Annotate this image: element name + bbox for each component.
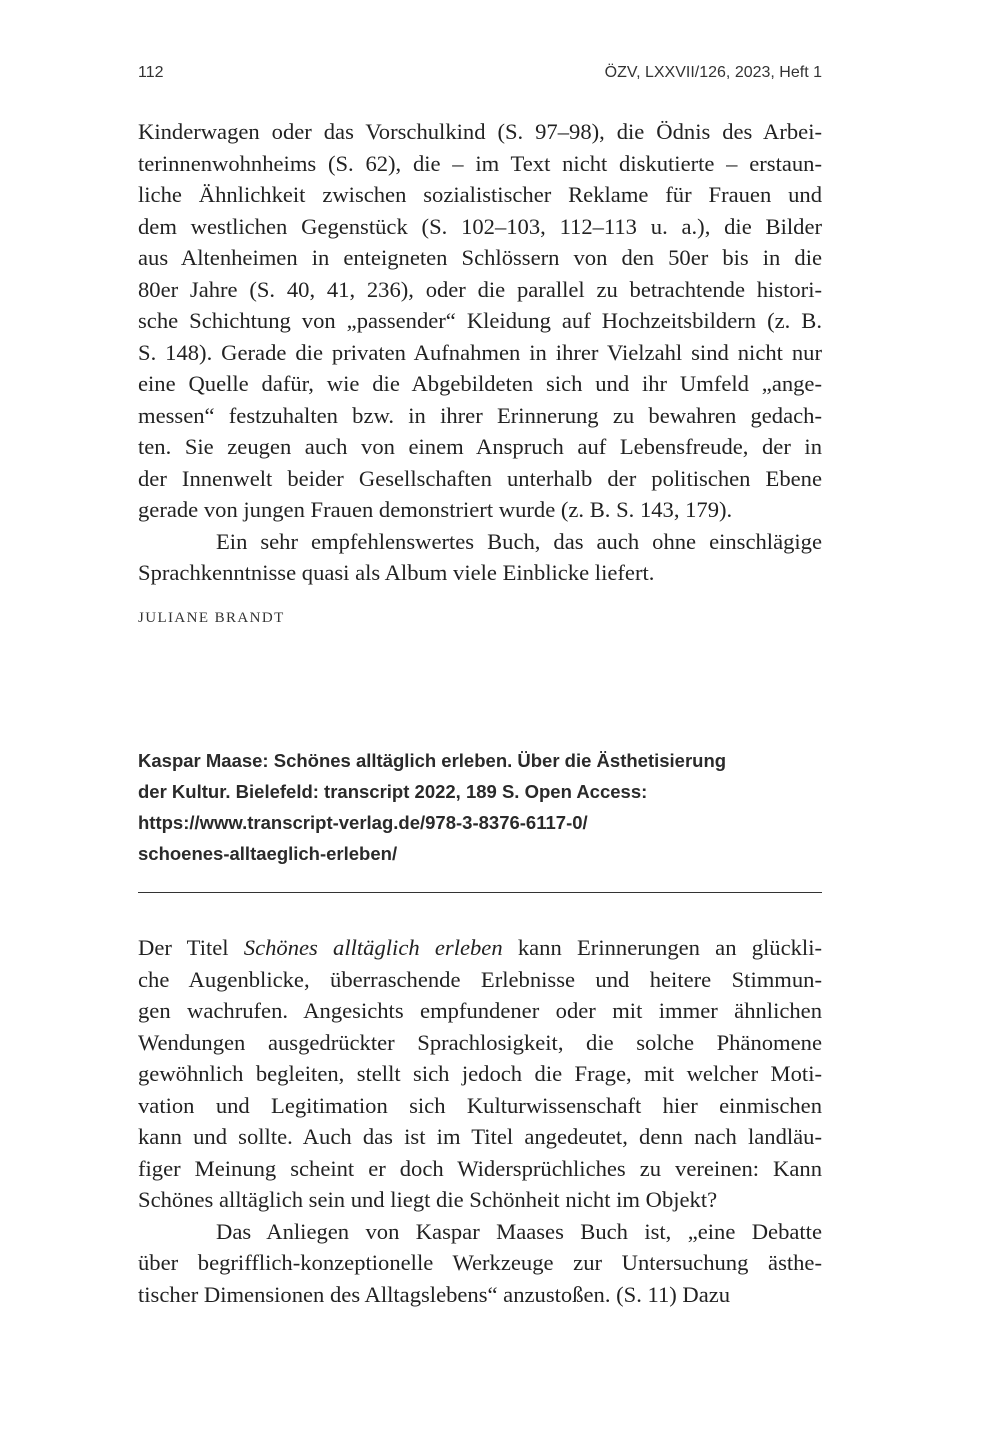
reviewer-signature: JULIANE BRANDT [138,610,285,626]
text-line: liche Ähnlichkeit zwischen sozialistischer Reklame für Frauen und [138,182,822,207]
text-line: messen“ festzuhalten bzw. in ihrer Erinnerung zu bewahren gedach- [138,402,822,428]
text-line: Sprachkenntnisse quasi als Album viele Einblicke liefert. [138,560,655,585]
text-line: über begrifflich-konzeptionelle Werkzeuge zur Untersuchung ästhe- [138,1250,822,1275]
book-title-italic: Schönes alltäglich erleben [243,935,503,960]
text-line: figer Meinung scheint er doch Widersprüchliches zu vereinen: Kann [138,1155,822,1181]
heading-line: https://www.transcript-verlag.de/978-3-8376-6117-0/ [138,812,588,833]
text-line: S. 148). Gerade die privaten Aufnahmen in ihrer Vielzahl sind nicht nur [138,339,822,365]
text-line: sche Schichtung von „passender“ Kleidung auf Hochzeitsbildern (z. B. [138,308,822,333]
text-line: tischer Dimensionen des Alltagslebens“ anzustoßen. (S. 11) Dazu [138,1281,731,1307]
text-line: Schönes alltäglich sein und liegt die Schönheit nicht im Objekt? [138,1187,718,1212]
review-text-2 [138,932,822,1310]
review-text-1 [138,116,822,589]
text-line: gewöhnlich begleiten, stellt sich jedoch die Frage, mit welcher Moti- [138,1061,822,1086]
text-line: ten. Sie zeugen auch von einem Anspruch auf Lebensfreude, der in [138,434,822,459]
text-line: eine Quelle dafür, wie die Abgebildeten sich und ihr Umfeld „ange- [138,371,822,396]
heading-line: schoenes-alltaeglich-erleben/ [138,843,398,864]
text-line: gen wachrufen. Angesichts empfundener oder mit immer ähnlichen [138,998,822,1023]
text-line: Das Anliegen von Kaspar Maases Buch ist, „eine Debatte [216,1218,822,1244]
text-line: che Augenblicke, überraschende Erlebnisse und heitere Stimmun- [138,966,822,992]
text-line: dem westlichen Gegenstück (S. 102–103, 112–113 u. a.), die Bilder [138,213,822,239]
text-line: der Innenwelt beider Gesellschaften unterhalb der politischen Ebene [138,465,822,491]
text-line: terinnenwohnheims (S. 62), die – im Text nicht diskutierte – erstaun- [138,150,822,176]
review-heading [138,745,822,869]
text-line: vation und Legitimation sich Kulturwissenschaft hier einmischen [138,1092,822,1118]
text-line: kann und sollte. Auch das ist im Titel angedeutet, denn nach landläu- [138,1124,822,1149]
divider [138,892,822,893]
text-line: Kinderwagen oder das Vorschulkind (S. 97–98), die Ödnis des Arbei- [138,119,822,144]
text-span: Der Titel [138,935,244,960]
text-span: kann Erinnerungen an glückli- [502,935,823,960]
text-line: Ein sehr empfehlenswertes Buch, das auch ohne einschlägige [216,528,822,554]
text-line: Wendungen ausgedrückter Sprachlosigkeit, die solche Phänomene [138,1029,822,1055]
text-line: gerade von jungen Frauen demonstriert wurde (z. B. S. 143, 179). [138,497,733,522]
running-header: ÖZV, LXXVII/126, 2023, Heft 1 [604,64,822,81]
page-number: 112 [138,64,164,81]
heading-line: der Kultur. Bielefeld: transcript 2022, 189 S. Open Access: [138,781,648,802]
text-line [138,932,822,964]
heading-line: Kaspar Maase: Schönes alltäglich erleben. Über die Ästhetisierung [138,750,727,771]
text-line: aus Altenheimen in enteigneten Schlössern von den 50er bis in die [138,245,822,270]
text-line: 80er Jahre (S. 40, 41, 236), oder die parallel zu betrachtende histori- [138,276,822,302]
